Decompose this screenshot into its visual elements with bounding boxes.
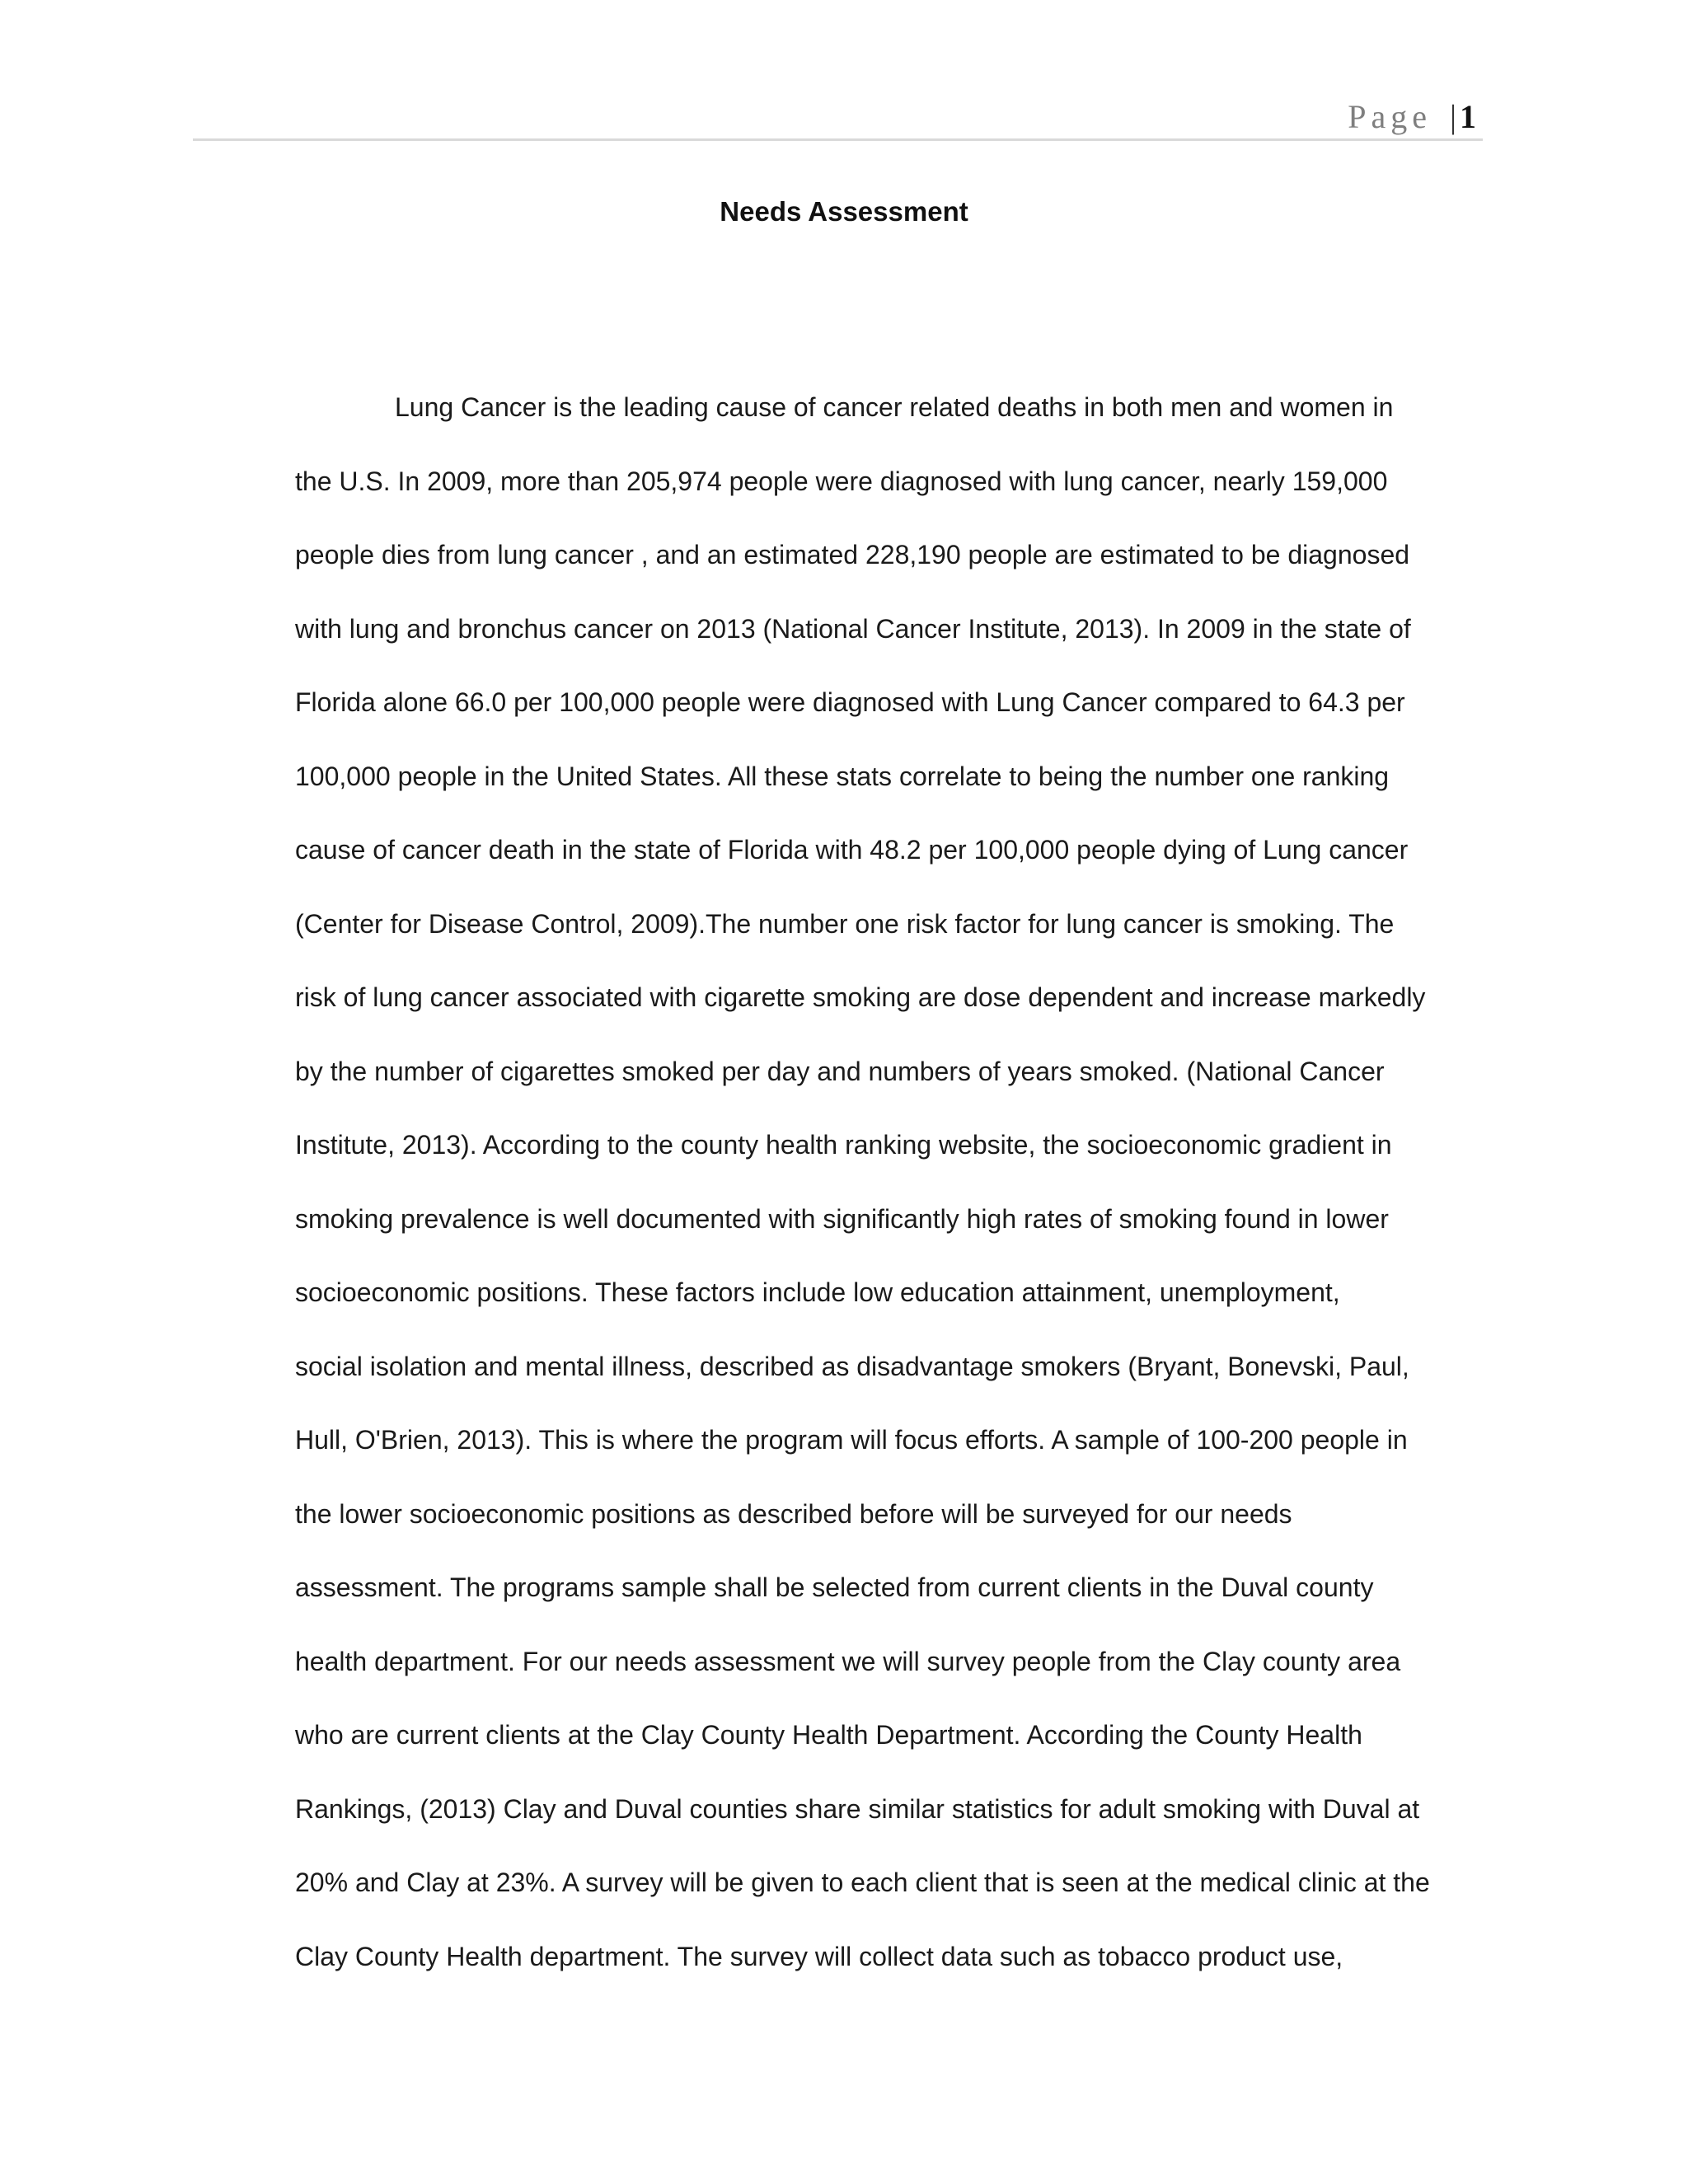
text-line: the lower socioeconomic positions as described before will be surveyed for our needs	[295, 1498, 1292, 1529]
page-word: Page	[1348, 98, 1432, 135]
page-number: 1	[1460, 98, 1476, 135]
text-line: socioeconomic positions. These factors include low education attainment, unemployment,	[295, 1277, 1340, 1307]
text-line: health department. For our needs assessment we will survey people from the Clay county area	[295, 1646, 1401, 1676]
page-number-label	[1348, 97, 1476, 136]
text-line: 20% and Clay at 23%. A survey will be given to each client that is seen at the medical clinic at the	[295, 1868, 1430, 1897]
text-line: who are current clients at the Clay County Health Department. According the County Health	[295, 1720, 1362, 1750]
body-paragraph	[295, 386, 1482, 2008]
text-line: people dies from lung cancer , and an estimated 228,190 people are estimated to be diagnosed	[295, 540, 1410, 569]
text-line: risk of lung cancer associated with cigarette smoking are dose dependent and increase markedly	[295, 982, 1426, 1012]
text-line: (Center for Disease Control, 2009).The number one risk factor for lung cancer is smoking. The	[295, 908, 1395, 939]
text-line: cause of cancer death in the state of Florida with 48.2 per 100,000 people dying of Lung cancer	[295, 835, 1409, 865]
text-line: Hull, O'Brien, 2013). This is where the program will focus efforts. A sample of 100-200 people in	[295, 1425, 1408, 1455]
text-line: social isolation and mental illness, described as disadvantage smokers (Bryant, Bonevski, Paul,	[295, 1351, 1409, 1381]
text-line: Rankings, (2013) Clay and Duval counties share similar statistics for adult smoking with Duval at	[295, 1793, 1420, 1824]
text-line: Lung Cancer is the leading cause of cancer related deaths in both men and women in	[395, 392, 1394, 422]
text-line: Clay County Health department. The survey will collect data such as tobacco product use,	[295, 1941, 1343, 1971]
text-line: the U.S. In 2009, more than 205,974 people were diagnosed with lung cancer, nearly 159,000	[295, 466, 1388, 496]
text-line: smoking prevalence is well documented with significantly high rates of smoking found in lower	[295, 1203, 1389, 1234]
text-line: Institute, 2013). According to the county health ranking website, the socioeconomic gradient in	[295, 1130, 1392, 1160]
document-title: Needs Assessment	[720, 196, 968, 227]
page-separator: |	[1449, 98, 1456, 135]
text-line: with lung and bronchus cancer on 2013 (National Cancer Institute, 2013). In 2009 in the state of	[295, 613, 1411, 644]
text-line: Florida alone 66.0 per 100,000 people were diagnosed with Lung Cancer compared to 64.3 per	[295, 687, 1405, 717]
text-line: 100,000 people in the United States. All these stats correlate to being the number one ranking	[295, 761, 1390, 791]
text-line: by the number of cigarettes smoked per day and numbers of years smoked. (National Cancer	[295, 1056, 1385, 1086]
page-header	[193, 92, 1483, 141]
text-line: assessment. The programs sample shall be selected from current clients in the Duval county	[295, 1572, 1374, 1602]
